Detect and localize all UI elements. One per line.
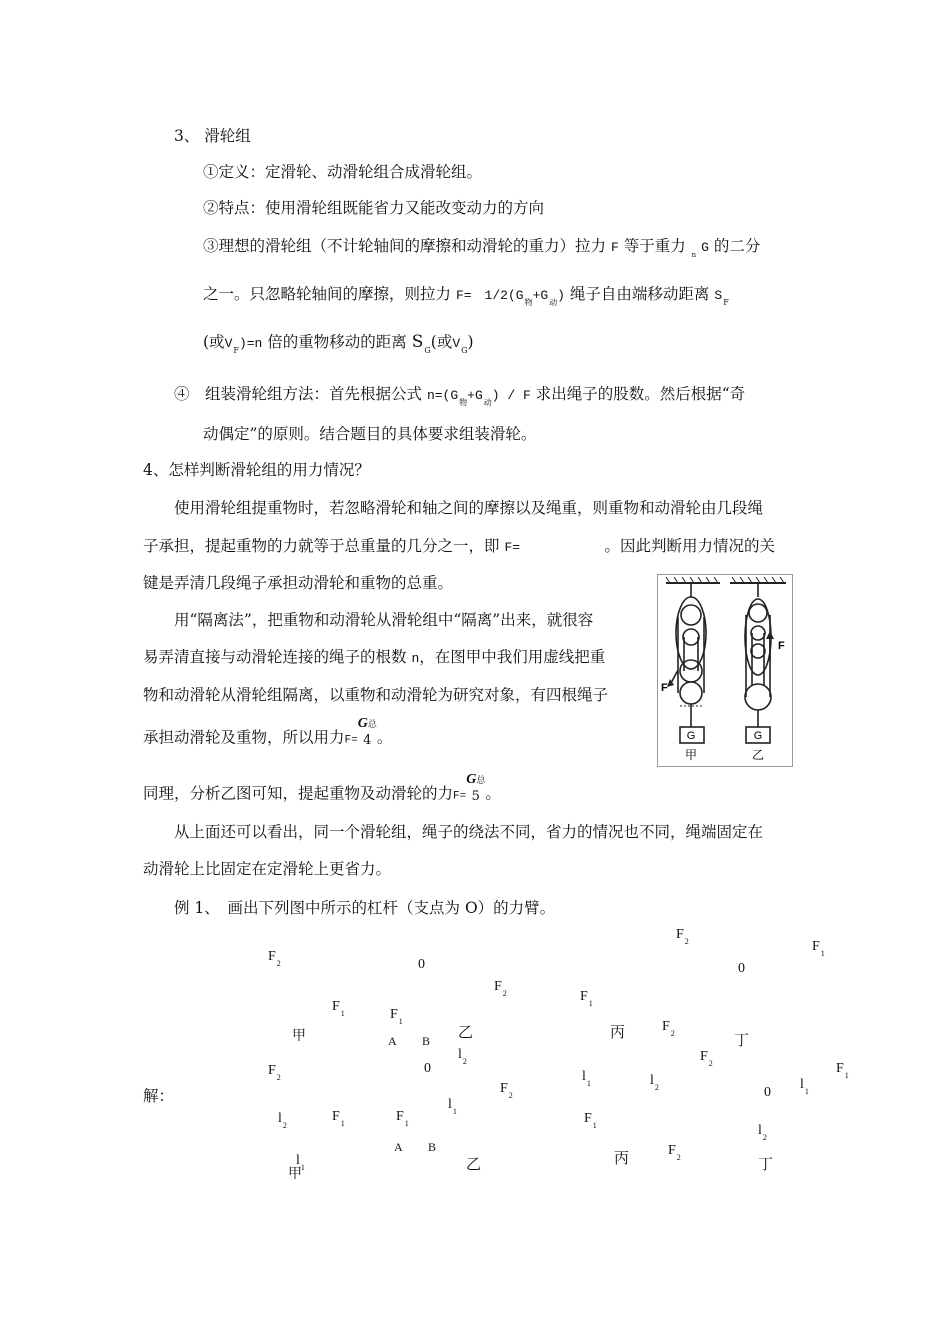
sol-bing-l2: $l_2$ [650, 1073, 659, 1092]
box-G-right: G [753, 730, 763, 742]
force-F-right: F [778, 640, 785, 652]
line2-text-a: 之一。只忽略轮轴间的摩擦，则拉力 [203, 285, 452, 303]
para2-text-c: 承担动滑轮及重物，所以用力 [143, 728, 345, 747]
line2-formula-a: F= 1/2(G [455, 288, 524, 303]
sol-yi-l1: $l_1$ [448, 1097, 457, 1116]
sol-bing-F2: $F_2$ [668, 1143, 681, 1162]
assemble-formula-b: +G [467, 388, 483, 403]
line3-V: V [224, 336, 233, 351]
para4-line1: 从上面还可以看出，同一个滑轮组，绳子的绕法不同，省力的情况也不同，绳端固定在 [174, 823, 764, 841]
force-F-left: F [661, 682, 668, 694]
line2-sub-wu: 物 [524, 298, 533, 307]
ideal-n: n [691, 251, 697, 259]
ideal-line-3 [203, 332, 474, 355]
sol-jia-l1: $l_1$ [296, 1153, 305, 1172]
lever-jia-F1: $F_1$ [332, 999, 345, 1018]
assemble-line [174, 384, 745, 407]
para3-period: 。 [485, 784, 501, 803]
line3-V-sub: F [233, 346, 239, 355]
para3-line [143, 772, 501, 811]
sol-bing-l1: $l_1$ [582, 1069, 591, 1088]
box-G-left: G [686, 730, 696, 742]
label-jia-top: 甲 [292, 1029, 306, 1044]
assemble-sub-wu: 物 [459, 398, 468, 407]
sol-point-B: B [428, 1140, 437, 1154]
lever-bing-F2b: $F_2$ [662, 1019, 675, 1038]
line2-text-b: 绳子自由端移动距离 [569, 285, 710, 303]
line3-text-a: (或 [203, 333, 225, 351]
para2-n: n [411, 651, 420, 666]
line2-formula-b: +G [532, 288, 549, 303]
label-yi: 乙 [751, 748, 765, 762]
para1-line1: 使用滑轮组提重物时，若忽略滑轮和轴之间的摩擦以及绳重，则重物和动滑轮由几段绳 [174, 499, 764, 517]
line2-S-sub: F [723, 298, 729, 307]
para2-text-b: ，在图甲中我们用虚线把重 [419, 648, 606, 666]
sol-ding-F2: $F_2$ [700, 1049, 713, 1068]
para2-period: 。 [376, 728, 393, 747]
assemble-formula-a: n=(G [426, 388, 459, 403]
sol-ding-O: 0 [764, 1085, 771, 1100]
line3-text-e: ) [467, 333, 474, 351]
sol-label-jia: 甲 [288, 1167, 302, 1182]
frac-sub: 总 [476, 776, 486, 786]
para2-line1: 用“隔离法”，把重物和动滑轮从滑轮组中“隔离”出来，就很容 [174, 611, 594, 629]
para2-text-a: 易弄清直接与动滑轮连接的绳子的根数 [143, 648, 407, 666]
assemble-formula-c: ) / F [491, 388, 531, 403]
para2-line3: 物和动滑轮从滑轮组隔离，以重物和动滑轮为研究对象，有四根绳子 [143, 686, 609, 704]
lever-bing-F1: $F_1$ [580, 989, 593, 1008]
para2-line4 [143, 716, 393, 755]
sol-bing-F1: $F_1$ [584, 1111, 597, 1130]
pulley-figure [657, 574, 793, 767]
line2-sub-dong: 动 [549, 298, 558, 307]
ideal-text-b: 等于重力 [623, 237, 686, 255]
sol-jia-F2: $F_2$ [268, 1063, 281, 1082]
lever-ding-F1: $F_1$ [812, 939, 825, 958]
definition-line: ①定义：定滑轮、动滑轮组合成滑轮组。 [203, 163, 483, 181]
ideal-line [203, 236, 760, 259]
line3-V2-sub: G [461, 346, 468, 355]
frac-sub: 总 [367, 720, 377, 730]
section-4-title: 4、怎样判断滑轮组的用力情况？ [143, 461, 370, 479]
point-B-top: B [422, 1034, 431, 1048]
sol-label-bing: 丙 [614, 1151, 630, 1167]
sol-yi-O: 0 [424, 1061, 431, 1076]
para4-line2: 动滑轮上比固定在定滑轮上更省力。 [143, 860, 392, 878]
label-yi-top: 乙 [458, 1025, 474, 1041]
ideal-text-c: 的二分 [713, 237, 761, 255]
assemble-text-a: ④ 组装滑轮组方法：首先根据公式 [174, 385, 423, 403]
sol-jia-l2: $l_2$ [278, 1111, 287, 1130]
sol-jia-F1: $F_1$ [332, 1109, 345, 1128]
lever-jia-F2: $F_2$ [268, 949, 281, 968]
feature-line: ②特点：使用滑轮组既能省力又能改变动力的方向 [203, 199, 545, 217]
sol-ding-l2: $l_2$ [758, 1123, 767, 1142]
section-3-title: 3、 滑轮组 [174, 127, 251, 145]
point-A-top: A [388, 1034, 397, 1048]
frac-den: 4 [363, 733, 372, 748]
lever-ding-O: 0 [738, 961, 745, 976]
fraction-G-over-4 [358, 716, 377, 749]
sol-ding-l1: $l_1$ [800, 1077, 809, 1096]
ideal-F: F [610, 240, 619, 255]
ideal-line-2 [203, 284, 729, 307]
para1-F: F= [504, 540, 521, 555]
line3-S: S [411, 332, 424, 352]
para3-text-a: 同理，分析乙图可知，提起重物及动滑轮的力 [143, 784, 454, 803]
label-bing-top: 丙 [610, 1025, 626, 1041]
solution-label: 解： [143, 1087, 175, 1105]
fraction-G-over-5 [466, 772, 485, 805]
line3-text-b: )=n [238, 336, 263, 351]
assemble-sub-dong: 动 [483, 398, 492, 407]
sol-label-yi: 乙 [466, 1157, 482, 1173]
lever-fulcrum-O: 0 [418, 957, 425, 972]
para2-line2 [143, 647, 605, 669]
line3-S-sub: G [424, 346, 431, 355]
lever-yi-F1: $F_1$ [390, 1007, 403, 1026]
para1-text-a: 子承担，提起重物的力就等于总重量的几分之一，即 [143, 537, 500, 555]
lever-yi-F2: $F_2$ [494, 979, 507, 998]
lever-bing-F2: $F_2$ [676, 927, 689, 946]
label-ding-top: 丁 [734, 1033, 750, 1049]
para1-line2 [143, 536, 775, 558]
line3-text-d: (或 [430, 333, 453, 351]
frac-G: G [357, 716, 368, 731]
para2-F: F= [344, 734, 358, 747]
para1-text-b: 。因此判断用力情况的关 [604, 537, 775, 555]
line3-V2: V [452, 336, 461, 351]
example-title: 例 1、 画出下列图中所示的杠杆（支点为 O）的力臂。 [174, 899, 556, 917]
sol-ding-F1: $F_1$ [836, 1061, 849, 1080]
line3-text-c: 倍的重物移动的距离 [267, 333, 407, 351]
pulley-drawing [658, 575, 792, 766]
ideal-G: G [701, 240, 709, 255]
sol-point-A: A [394, 1140, 403, 1154]
line2-S: S [714, 288, 723, 303]
sol-yi-F2: $F_2$ [500, 1081, 513, 1100]
sol-yi-F1: $F_1$ [396, 1109, 409, 1128]
assemble-line-2: 动偶定”的原则。结合题目的具体要求组装滑轮。 [203, 425, 537, 443]
frac-G: G [466, 772, 477, 787]
sol-label-ding: 丁 [758, 1157, 774, 1173]
line2-formula-c: ) [557, 288, 565, 303]
para1-line3: 键是弄清几段绳子承担动滑轮和重物的总重。 [143, 574, 454, 592]
sol-yi-l2: $l_2$ [458, 1047, 467, 1066]
frac-den: 5 [471, 789, 480, 804]
para3-F: F= [453, 790, 467, 803]
label-jia: 甲 [684, 748, 698, 762]
assemble-text-b: 求出绳子的股数。然后根据“奇 [535, 385, 746, 403]
ideal-text-a: ③理想的滑轮组（不计轮轴间的摩擦和动滑轮的重力）拉力 [203, 237, 607, 255]
